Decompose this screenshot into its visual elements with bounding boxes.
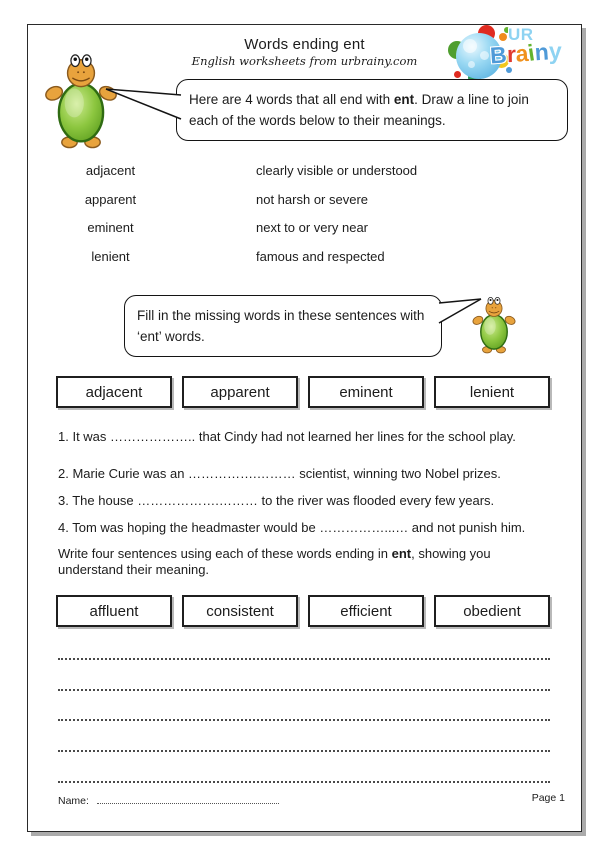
- word-box: lenient: [434, 376, 550, 408]
- logo-dot-orange: [499, 33, 507, 41]
- logo-letter: r: [506, 40, 516, 68]
- matching-row: [58, 192, 552, 221]
- matching-word: eminent: [87, 220, 134, 236]
- word-bank-second: [56, 595, 550, 627]
- instruction-text-after: , showing you understand their meaning.: [58, 546, 491, 577]
- fill-sentence: 1. It was ……………….. that Cindy had not learned her lines for the school play.: [58, 429, 516, 444]
- fill-sentence: 4. Tom was hoping the headmaster would be ……………...… and not punish him.: [58, 520, 526, 535]
- logo-dot-small-red: [454, 71, 461, 78]
- matching-meaning: next to or very near: [256, 220, 368, 236]
- page-subtitle: English worksheets from urbrainy.com: [191, 54, 418, 68]
- instruction-bold: ent: [391, 546, 412, 561]
- word-box: efficient: [308, 595, 424, 627]
- word-box: obedient: [434, 595, 550, 627]
- writing-lines: [58, 629, 550, 783]
- writing-line: [58, 721, 550, 752]
- matching-row: [58, 249, 552, 278]
- logo-letter: a: [514, 39, 530, 67]
- worksheet-page: [27, 24, 582, 832]
- matching-word: apparent: [84, 191, 137, 207]
- logo-text-brainy: [489, 38, 562, 70]
- word-box: affluent: [56, 595, 172, 627]
- matching-meaning: famous and respected: [256, 248, 385, 264]
- matching-exercise: [58, 163, 552, 277]
- speech-pointer: [104, 83, 182, 127]
- logo-letter: i: [526, 39, 537, 66]
- matching-meaning: clearly visible or understood: [256, 163, 418, 178]
- writing-line: [58, 752, 550, 783]
- speech-bubble-instruction-1: [176, 79, 568, 141]
- page-title: Words ending ent: [244, 36, 365, 53]
- logo-letter: B: [489, 41, 508, 69]
- bubble1-text-after: . Draw a line to join each of the words below to their meanings.: [189, 92, 529, 128]
- word-bank-first: [56, 376, 550, 408]
- name-label: Name:: [58, 795, 89, 807]
- name-field: [58, 792, 279, 807]
- writing-line: [58, 691, 550, 722]
- instruction-text: Write four sentences using each of these words ending in: [58, 546, 392, 561]
- write-sentences-instruction: [58, 546, 538, 578]
- word-box: adjacent: [56, 376, 172, 408]
- matching-word: lenient: [91, 248, 130, 264]
- matching-word: adjacent: [85, 163, 136, 178]
- matching-row: [58, 163, 552, 192]
- matching-meaning: not harsh or severe: [256, 191, 369, 207]
- fill-sentence: 2. Marie Curie was an …………….……… scientist, winning two Nobel prizes.: [58, 466, 501, 481]
- word-box: eminent: [308, 376, 424, 408]
- fill-sentence: 3. The house ……………….……… to the river was flooded every few years.: [58, 493, 495, 508]
- writing-line: [58, 629, 550, 660]
- logo-text-ur: UR: [508, 25, 534, 44]
- bubble1-bold: ent: [393, 92, 415, 107]
- matching-row: [58, 220, 552, 249]
- name-line: [97, 792, 279, 804]
- word-box: consistent: [182, 595, 298, 627]
- bubble1-text: Here are 4 words that all end with: [189, 92, 394, 107]
- logo-letter: y: [548, 37, 562, 64]
- speech-bubble-instruction-2: [124, 295, 442, 357]
- page-number: Page 1: [531, 792, 565, 804]
- writing-line: [58, 660, 550, 691]
- word-box: apparent: [182, 376, 298, 408]
- logo-letter: n: [533, 38, 550, 66]
- bubble2-text: Fill in the missing words in these sentences with ‘ent’ words.: [137, 308, 425, 344]
- speech-pointer: [437, 291, 485, 331]
